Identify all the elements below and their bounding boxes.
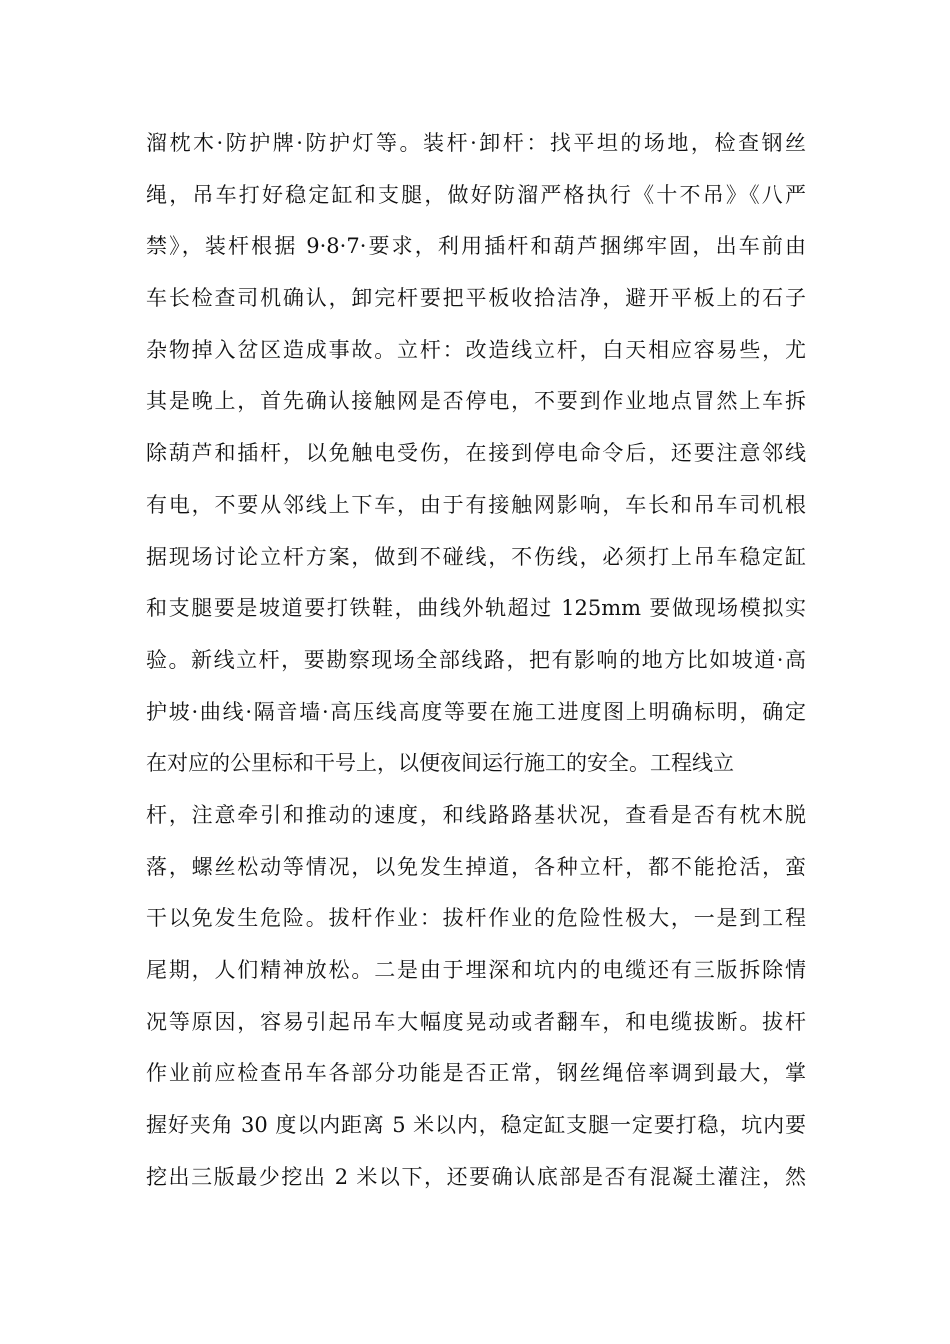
text-line: 验。新线立杆，要勘察现场全部线路，把有影响的地方比如坡道·高 xyxy=(146,647,806,672)
text-line: 绳，吊车打好稳定缸和支腿，做好防溜严格执行《十不吊》《八严 xyxy=(146,182,806,207)
text-line: 尾期，人们精神放松。二是由于埋深和坑内的电缆还有三版拆除情 xyxy=(146,958,806,982)
text-line: 杂物掉入岔区造成事故。立杆：改造线立杆，白天相应容易些，尤 xyxy=(146,337,806,362)
text-line: 除葫芦和插杆，以免触电受伤，在接到停电命令后，还要注意邻线 xyxy=(146,441,806,466)
body-text xyxy=(146,118,806,1203)
text-line: 落，螺丝松动等情况，以免发生掉道，各种立杆，都不能抢活，蛮 xyxy=(146,854,806,879)
text-line: 溜枕木·防护牌·防护灯等。装杆·卸杆：找平坦的场地，检查钢丝 xyxy=(146,131,806,155)
text-line: 车长检查司机确认，卸完杆要把平板收拾洁净，避开平板上的石子 xyxy=(146,286,806,311)
text-line: 和支腿要是坡道要打铁鞋，曲线外轨超过 125mm 要做现场模拟实 xyxy=(146,596,806,621)
text-line: 护坡·曲线·隔音墙·高压线高度等要在施工进度图上明确标明，确定 xyxy=(146,699,806,724)
text-line: 在对应的公里标和干号上，以便夜间运行施工的安全。工程线立 xyxy=(146,751,734,776)
text-line: 禁》，装杆根据 9·8·7·要求，利用插杆和葫芦捆绑牢固，出车前由 xyxy=(146,234,806,259)
text-line: 握好夹角 30 度以内距离 5 米以内，稳定缸支腿一定要打稳，坑内要 xyxy=(146,1113,806,1138)
text-line: 挖出三版最少挖出 2 米以下，还要确认底部是否有混凝土灌注，然 xyxy=(146,1164,806,1189)
text-line: 据现场讨论立杆方案，做到不碰线，不伤线，必须打上吊车稳定缸 xyxy=(146,544,806,569)
text-line: 有电，不要从邻线上下车，由于有接触网影响，车长和吊车司机根 xyxy=(146,492,806,517)
text-line: 其是晚上，首先确认接触网是否停电，不要到作业地点冒然上车拆 xyxy=(146,389,806,414)
text-line: 杆，注意牵引和推动的速度，和线路路基状况，查看是否有枕木脱 xyxy=(146,802,806,827)
text-line: 况等原因，容易引起吊车大幅度晃动或者翻车，和电缆拔断。拔杆 xyxy=(146,1009,806,1034)
text-line: 干以免发生危险。拔杆作业：拔杆作业的危险性极大，一是到工程 xyxy=(146,906,806,931)
text-line: 作业前应检查吊车各部分功能是否正常，钢丝绳倍率调到最大，掌 xyxy=(146,1061,806,1086)
